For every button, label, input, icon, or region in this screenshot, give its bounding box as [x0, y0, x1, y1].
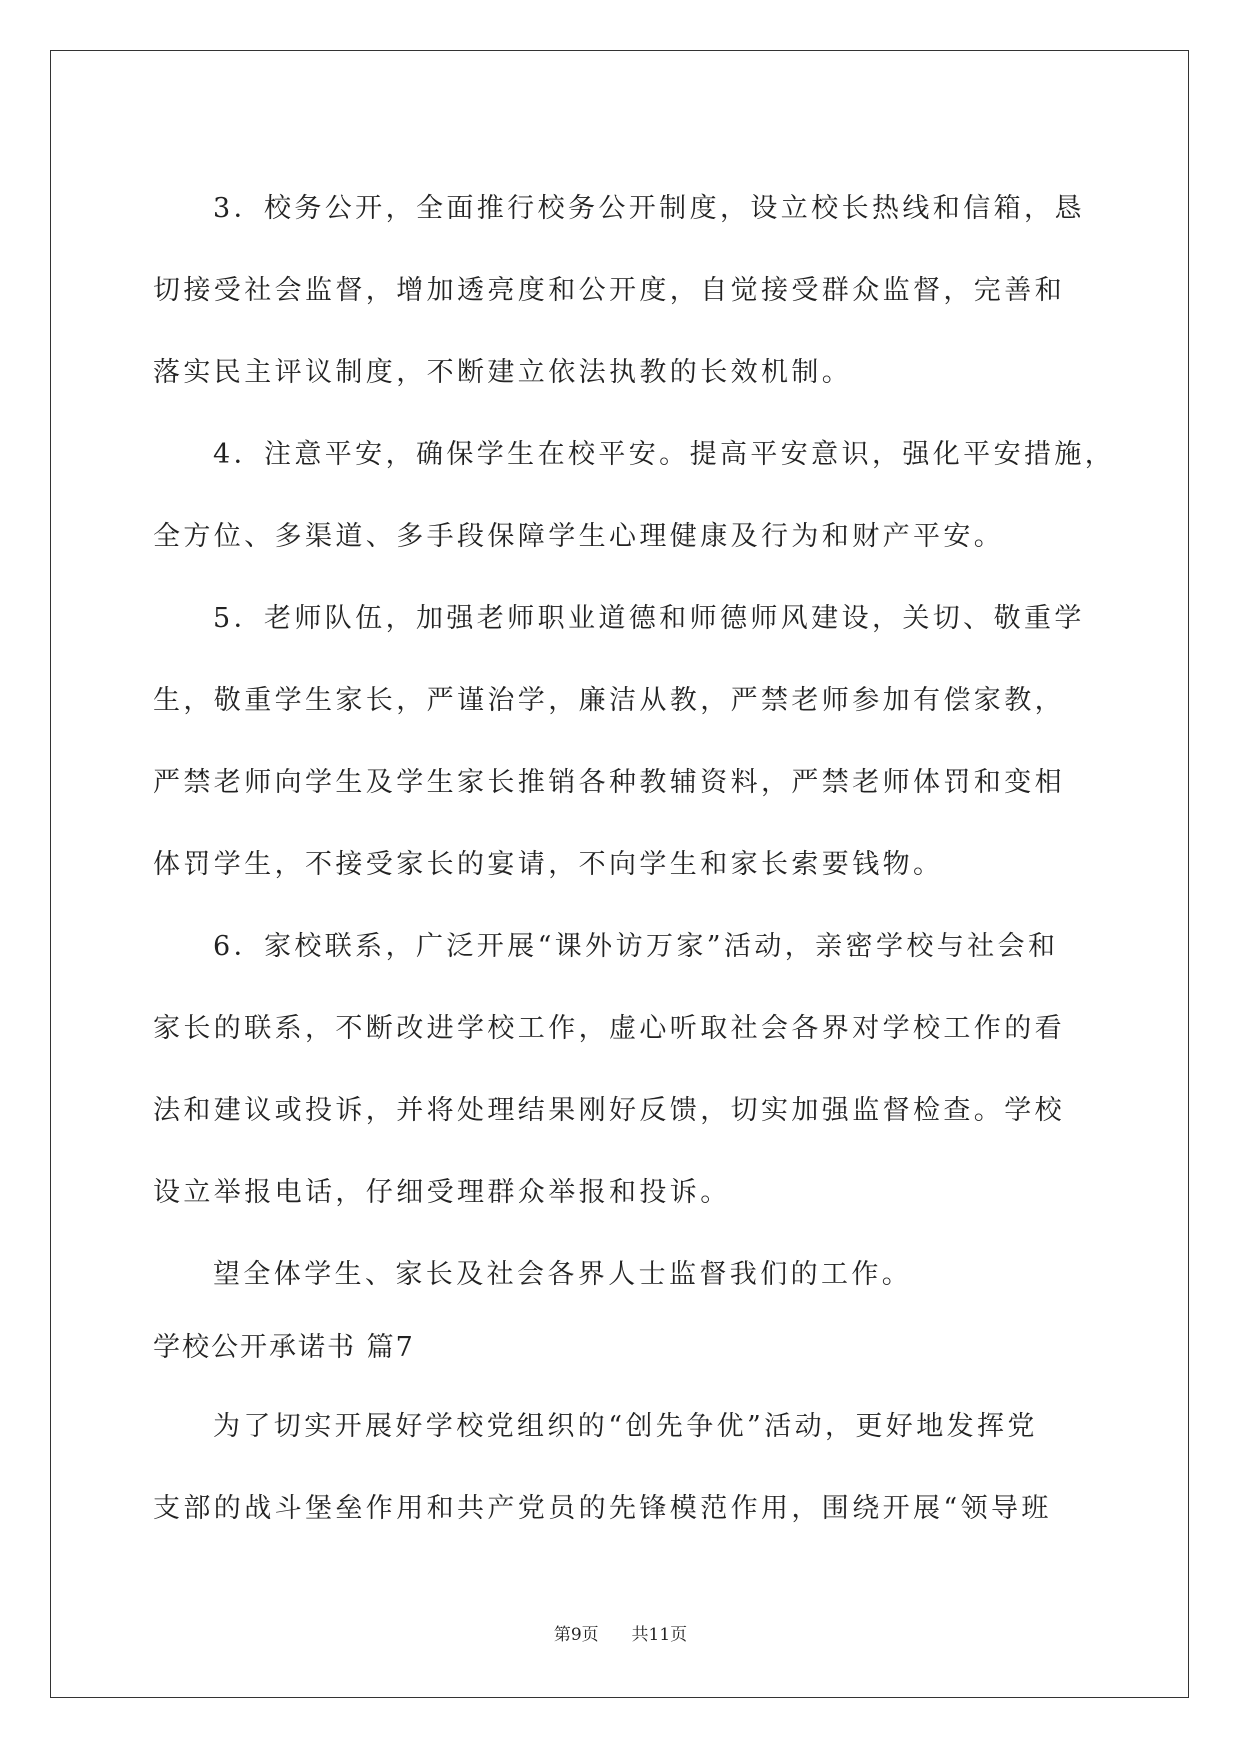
paragraph-item-4: [153, 414, 1116, 578]
text-line: 切接受社会监督，增加透亮度和公开度，自觉接受群众监督，完善和: [153, 275, 1065, 306]
text-line: 生，敬重学生家长，严谨治学，廉洁从教，严禁老师参加有偿家教，: [153, 685, 1065, 716]
page-number: 第9页: [553, 1625, 599, 1645]
text-line: 落实民主评议制度，不断建立依法执教的长效机制。: [153, 357, 853, 388]
text-line: 3．校务公开，全面推行校务公开制度，设立校长热线和信箱，恳: [213, 193, 1085, 224]
paragraph-item-3: [153, 168, 1089, 414]
document-body: [153, 168, 1116, 1550]
text-line: 全方位、多渠道、多手段保障学生心理健康及行为和财产平安。: [153, 521, 1005, 552]
text-line: 6．家校联系，广泛开展“课外访万家”活动，亲密学校与社会和: [213, 931, 1059, 962]
text-line: 严禁老师向学生及学生家长推销各种教辅资料，严禁老师体罚和变相: [153, 767, 1065, 798]
text-line: 法和建议或投诉，并将处理结果刚好反馈，切实加强监督检查。学校: [153, 1095, 1065, 1126]
page-total: 共11页: [631, 1625, 688, 1645]
text-line: 设立举报电话，仔细受理群众举报和投诉。: [153, 1177, 731, 1208]
text-line: 4．注意平安，确保学生在校平安。提高平安意识，强化平安措施，: [213, 439, 1116, 470]
text-line: 望全体学生、家长及社会各界人士监督我们的工作。: [213, 1259, 913, 1290]
text-line: 5．老师队伍，加强老师职业道德和师德师风建设，关切、敬重学: [213, 603, 1085, 634]
closing-remark: [153, 1234, 1089, 1316]
text-line: 家长的联系，不断改进学校工作，虚心听取社会各界对学校工作的看: [153, 1013, 1065, 1044]
paragraph-item-6: [153, 906, 1089, 1234]
page-footer: [0, 1620, 1241, 1645]
paragraph-intro: [153, 1386, 1089, 1550]
section-heading: 学校公开承诺书 篇7: [153, 1332, 415, 1363]
paragraph-item-5: [153, 578, 1089, 906]
text-line: 支部的战斗堡垒作用和共产党员的先锋模范作用，围绕开展“领导班: [153, 1493, 1052, 1524]
text-line: 为了切实开展好学校党组织的“创先争优”活动，更好地发挥党: [213, 1411, 1038, 1442]
text-line: 体罚学生，不接受家长的宴请，不向学生和家长索要钱物。: [153, 849, 944, 880]
